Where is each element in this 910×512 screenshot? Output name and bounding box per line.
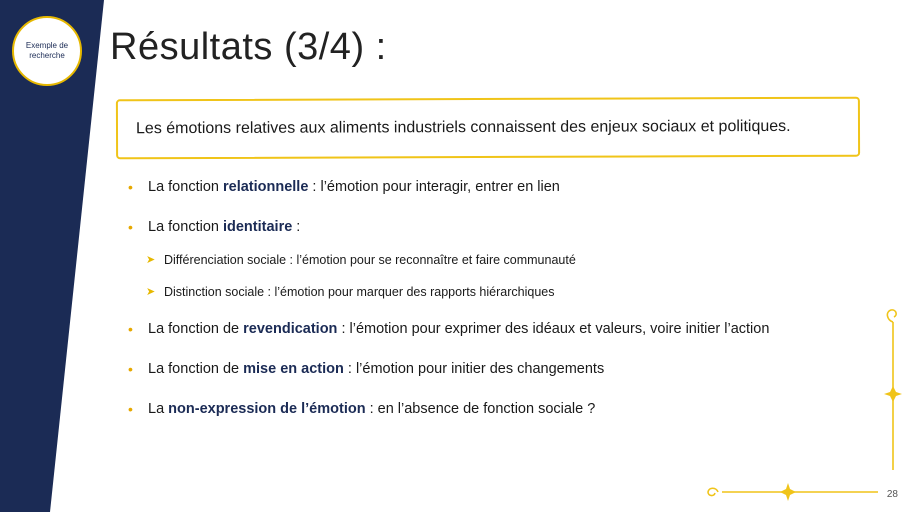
bullet-text: :	[292, 219, 301, 235]
sub-bullet-text: Différenciation sociale : l’émotion pour se reconnaître et faire communauté	[164, 253, 576, 267]
bullet-text: La fonction	[148, 179, 223, 195]
circle-bullet-icon: •	[128, 361, 133, 377]
bullet-text: La fonction	[148, 219, 223, 235]
sub-bullet-text: Distinction sociale : l’émotion pour marquer des rapports hiérarchiques	[164, 285, 555, 299]
bullet-keyword: identitaire	[222, 219, 293, 235]
research-example-badge	[12, 16, 82, 86]
bullet-item-relationnelle	[128, 176, 848, 198]
bullet-text: : l’émotion pour interagir, entrer en lien	[308, 179, 560, 195]
decorative-corner-frame	[700, 300, 910, 512]
key-message-box	[116, 97, 860, 160]
bullet-keyword: mise en action	[243, 361, 344, 377]
sub-bullet-distinction	[128, 282, 848, 302]
bullet-text: : l’émotion pour exprimer des idéaux et valeurs, voire initier l’action	[337, 321, 770, 337]
arrow-bullet-icon: ➤	[146, 254, 156, 266]
circle-bullet-icon: •	[128, 401, 133, 417]
bullet-text: La fonction de	[148, 321, 244, 337]
bullet-text: La	[148, 401, 169, 417]
bullet-text: : en l’absence de fonction sociale ?	[365, 401, 596, 417]
bullet-keyword: non-expression de l’émotion	[168, 401, 366, 417]
bullet-keyword: relationnelle	[222, 179, 309, 195]
circle-bullet-icon: •	[128, 321, 133, 337]
bullet-text: : l’émotion pour initier des changements	[343, 361, 605, 377]
circle-bullet-icon: •	[128, 179, 133, 195]
arrow-bullet-icon: ➤	[146, 286, 156, 298]
sub-bullet-differenciation	[128, 250, 848, 270]
key-message-text: Les émotions relatives aux aliments industriels connaissent des enjeux sociaux et politiques.	[135, 117, 791, 138]
fleur-de-lis-ornament	[780, 386, 902, 501]
badge-line-2: recherche	[29, 51, 65, 60]
bullet-item-identitaire	[128, 216, 848, 238]
page-number: 28	[886, 489, 898, 500]
circle-bullet-icon: •	[128, 219, 133, 235]
bullet-text: La fonction de	[148, 361, 244, 377]
bullet-keyword: revendication	[243, 321, 338, 337]
badge-line-1: Exemple de	[25, 41, 69, 50]
page-title: Résultats (3/4) :	[110, 26, 387, 68]
